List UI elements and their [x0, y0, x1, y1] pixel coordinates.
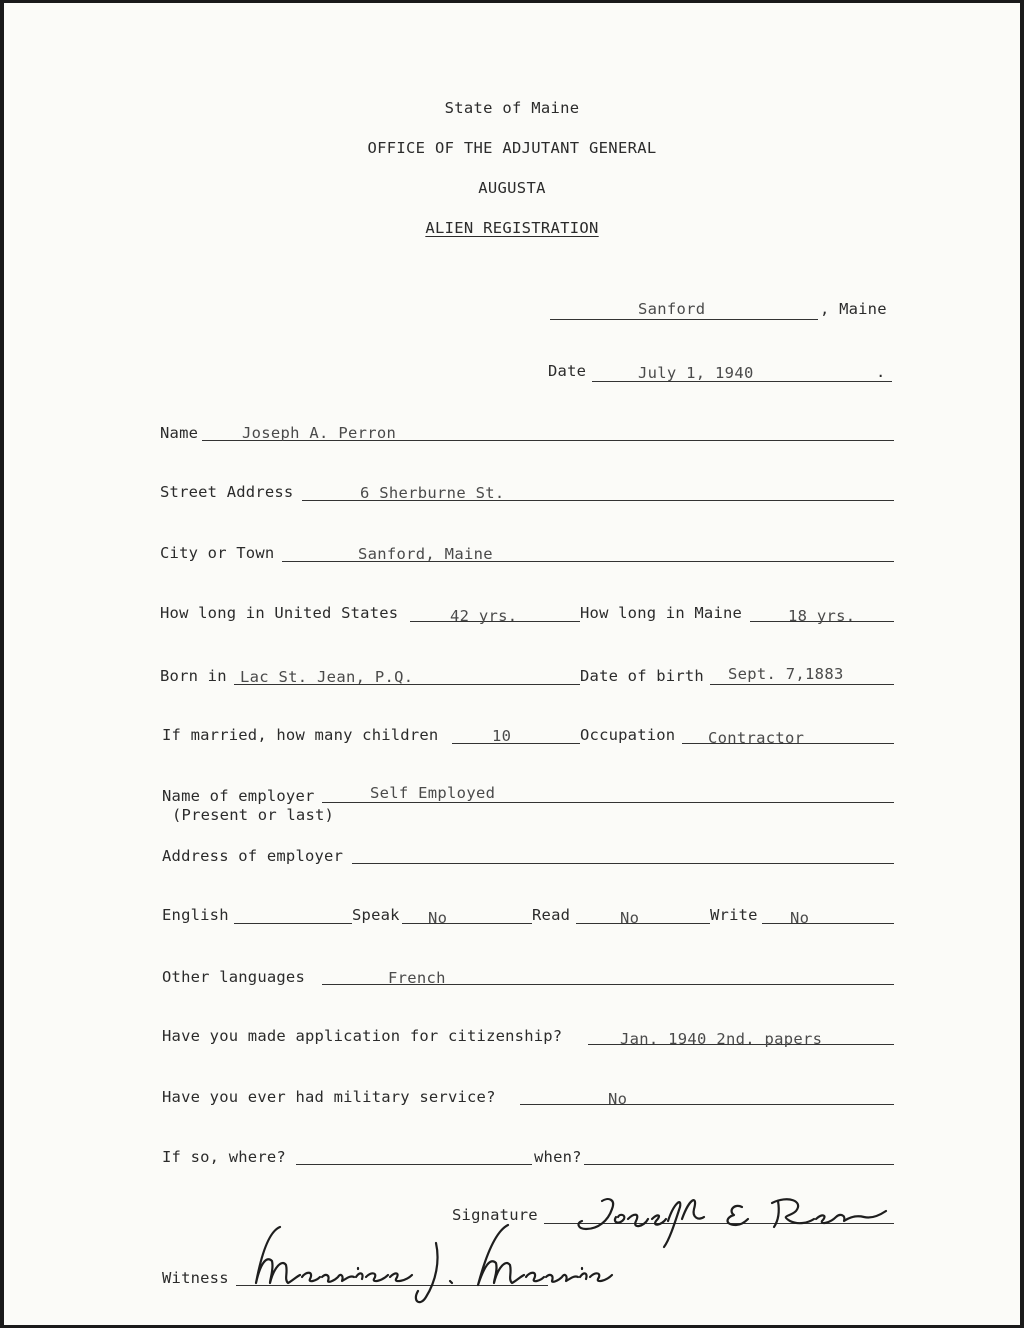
- citizenship-value: Jan. 1940 2nd. papers: [620, 1030, 823, 1048]
- children-line: [452, 743, 580, 744]
- speak-line: [402, 923, 532, 924]
- registration-form: [4, 3, 1020, 1325]
- employer-value: Self Employed: [370, 784, 496, 802]
- citizenship-label: Have you made application for citizenship?: [162, 1027, 563, 1045]
- date-of-birth-label: Date of birth: [580, 667, 704, 685]
- employer-sublabel: (Present or last): [172, 806, 335, 824]
- children-label: If married, how many children: [162, 726, 439, 744]
- military-line: [520, 1104, 894, 1105]
- employer-label: Name of employer: [162, 787, 315, 805]
- how-long-maine-label: How long in Maine: [580, 604, 743, 622]
- date-period: .: [876, 363, 886, 381]
- place-value: Sanford: [638, 300, 706, 318]
- signature-label: Signature: [452, 1206, 538, 1224]
- street-label: Street Address: [160, 483, 294, 501]
- place-suffix: , Maine: [820, 300, 887, 318]
- date-of-birth-line: [710, 684, 894, 685]
- employer-address-line: [352, 863, 894, 864]
- other-languages-label: Other languages: [162, 968, 305, 986]
- name-label: Name: [160, 424, 199, 442]
- read-value: No: [620, 909, 640, 927]
- write-value: No: [790, 909, 810, 927]
- witness-label: Witness: [162, 1269, 229, 1287]
- when-line: [584, 1164, 894, 1165]
- form-title: ALIEN REGISTRATION: [425, 219, 599, 237]
- where-label: If so, where?: [162, 1148, 286, 1166]
- how-long-us-label: How long in United States: [160, 604, 399, 622]
- city-town-value: Sanford, Maine: [358, 545, 493, 563]
- military-value: No: [608, 1090, 628, 1108]
- street-value: 6 Sherburne St.: [360, 484, 505, 502]
- how-long-us-value: 42 yrs.: [450, 607, 518, 625]
- military-label: Have you ever had military service?: [162, 1088, 496, 1106]
- other-languages-value: French: [388, 969, 446, 987]
- children-value: 10: [492, 727, 512, 745]
- born-in-value: Lac St. Jean, P.Q.: [240, 668, 414, 686]
- write-label: Write: [710, 906, 758, 924]
- date-label: Date: [548, 362, 587, 380]
- where-line: [296, 1164, 532, 1165]
- read-label: Read: [532, 906, 571, 924]
- date-value: July 1, 1940: [638, 364, 754, 382]
- name-value: Joseph A. Perron: [242, 424, 397, 442]
- occupation-label: Occupation: [580, 726, 676, 744]
- occupation-value: Contractor: [708, 729, 805, 747]
- when-label: when?: [534, 1148, 582, 1166]
- witness-handwriting: [240, 1221, 620, 1317]
- place-line: [550, 319, 818, 320]
- date-of-birth-value: Sept. 7,1883: [728, 665, 844, 683]
- employer-line: [322, 802, 894, 803]
- state-heading: State of Maine: [444, 99, 580, 117]
- born-in-label: Born in: [160, 667, 227, 685]
- speak-label: Speak: [352, 906, 400, 924]
- read-line: [576, 923, 710, 924]
- how-long-maine-value: 18 yrs.: [788, 607, 856, 625]
- write-line: [762, 923, 894, 924]
- english-line: [234, 923, 352, 924]
- city-town-label: City or Town: [160, 544, 275, 562]
- speak-value: No: [428, 909, 448, 927]
- employer-address-label: Address of employer: [162, 847, 344, 865]
- english-label: English: [162, 906, 229, 924]
- city-heading: AUGUSTA: [478, 179, 546, 197]
- office-heading: OFFICE OF THE ADJUTANT GENERAL: [367, 139, 657, 157]
